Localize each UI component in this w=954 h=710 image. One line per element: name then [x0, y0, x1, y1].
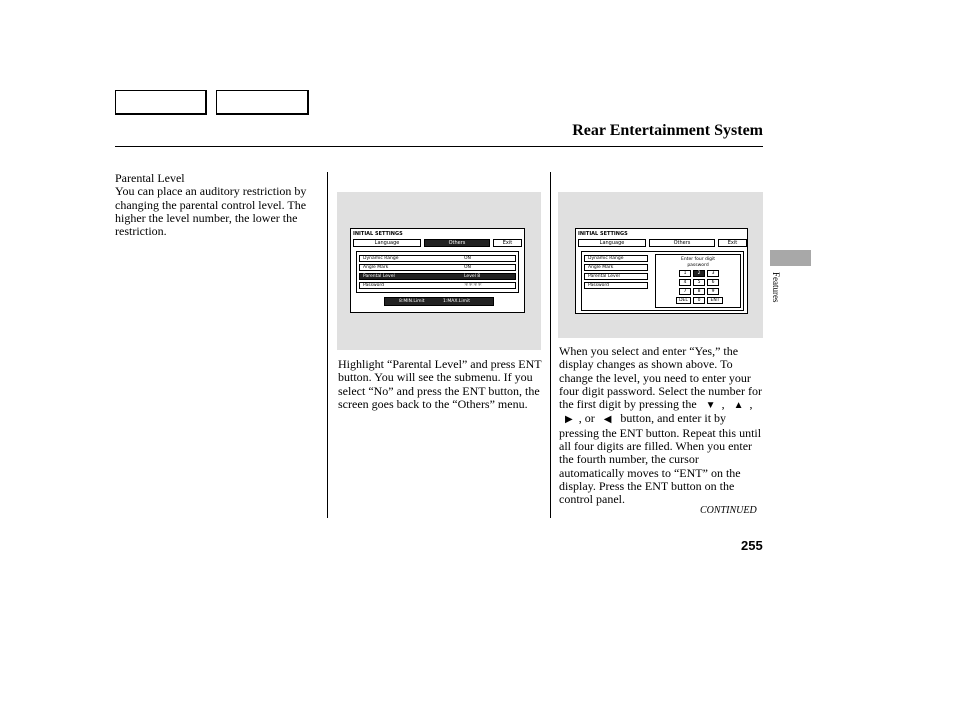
- row-parental-level: Parental Level: [584, 273, 648, 280]
- key-del: DEL: [676, 297, 691, 304]
- nav-box-1: [115, 90, 207, 115]
- page-title: Rear Entertainment System: [572, 122, 763, 139]
- title-divider: [115, 146, 763, 147]
- screen-title: INITIAL SETTINGS: [353, 231, 403, 237]
- password-instructions: When you select and enter “Yes,” the display changes as shown above. To change the level, you need to enter your four digit password. Select the number for the first digit by pressing the ▼ , ▲ , ▶ , or ◀ button, and enter it by pressing the ENT button. Repeat this until all four digits are filled. When you enter the fourth number, the cursor automatically moves to “ENT” on the display. Press the ENT button on the control panel.: [559, 344, 762, 507]
- keypad-title: Enter four digit: [681, 257, 715, 262]
- password-keypad: [655, 254, 741, 308]
- tab-others: Others: [424, 239, 490, 247]
- row-dynamic-range: Dynamic Range ON: [359, 255, 516, 262]
- settings-panel: [356, 251, 519, 293]
- key-9: 9: [707, 288, 719, 295]
- key-7: 7: [679, 288, 691, 295]
- key-2: 2: [693, 270, 705, 277]
- level-submenu: 8:MIN.Limit 1:MAX.Limit: [384, 297, 494, 306]
- tab-exit: Exit: [493, 239, 522, 247]
- tab-others: Others: [649, 239, 715, 247]
- key-6: 6: [707, 279, 719, 286]
- right-arrow-icon: ▶: [565, 414, 573, 426]
- left-arrow-icon: ◀: [603, 414, 612, 426]
- key-8: 8: [693, 288, 705, 295]
- column-divider-1: [327, 172, 328, 518]
- tab-language: Language: [578, 239, 646, 247]
- row-parental-level: Parental Level Level 8: [359, 273, 516, 280]
- section-label: Features: [771, 272, 781, 303]
- row-dynamic-range: Dynamic Range: [584, 255, 648, 262]
- tab-exit: Exit: [718, 239, 747, 247]
- row-password: Password: [584, 282, 648, 289]
- highlight-instructions: Highlight “Parental Level” and press ENT button. You will see the submenu. If you select “No” and press the ENT button, the screen goes back to the “Others” menu.: [338, 357, 542, 411]
- parental-level-section: [115, 172, 320, 238]
- key-3: 3: [707, 270, 719, 277]
- row-angle-mark: Angle Mark: [584, 264, 648, 271]
- screen-title: INITIAL SETTINGS: [578, 231, 628, 237]
- settings-panel: [581, 251, 744, 311]
- section-tab: [770, 250, 811, 266]
- key-0: 0: [693, 297, 705, 304]
- nav-box-2: [216, 90, 309, 115]
- row-angle-mark: Angle Mark ON: [359, 264, 516, 271]
- page-number: 255: [741, 538, 763, 553]
- key-1: 1: [679, 270, 691, 277]
- row-password: Password ＊＊＊＊: [359, 282, 516, 289]
- key-5: 5: [693, 279, 705, 286]
- down-arrow-icon: ▼: [705, 400, 716, 412]
- up-arrow-icon: ▲: [733, 400, 744, 412]
- key-4: 4: [679, 279, 691, 286]
- keypad-subtitle: password: [687, 263, 709, 268]
- section-heading: Parental Level: [115, 171, 185, 185]
- column-divider-2: [550, 172, 551, 518]
- key-ent: ENT: [707, 297, 723, 304]
- initial-settings-screen-2: [575, 228, 748, 314]
- tab-language: Language: [353, 239, 421, 247]
- initial-settings-screen-1: [350, 228, 525, 313]
- section-body: You can place an auditory restriction by changing the parental control level. The higher the level number, the lower the restriction.: [115, 184, 307, 239]
- continued-label: CONTINUED: [700, 505, 757, 516]
